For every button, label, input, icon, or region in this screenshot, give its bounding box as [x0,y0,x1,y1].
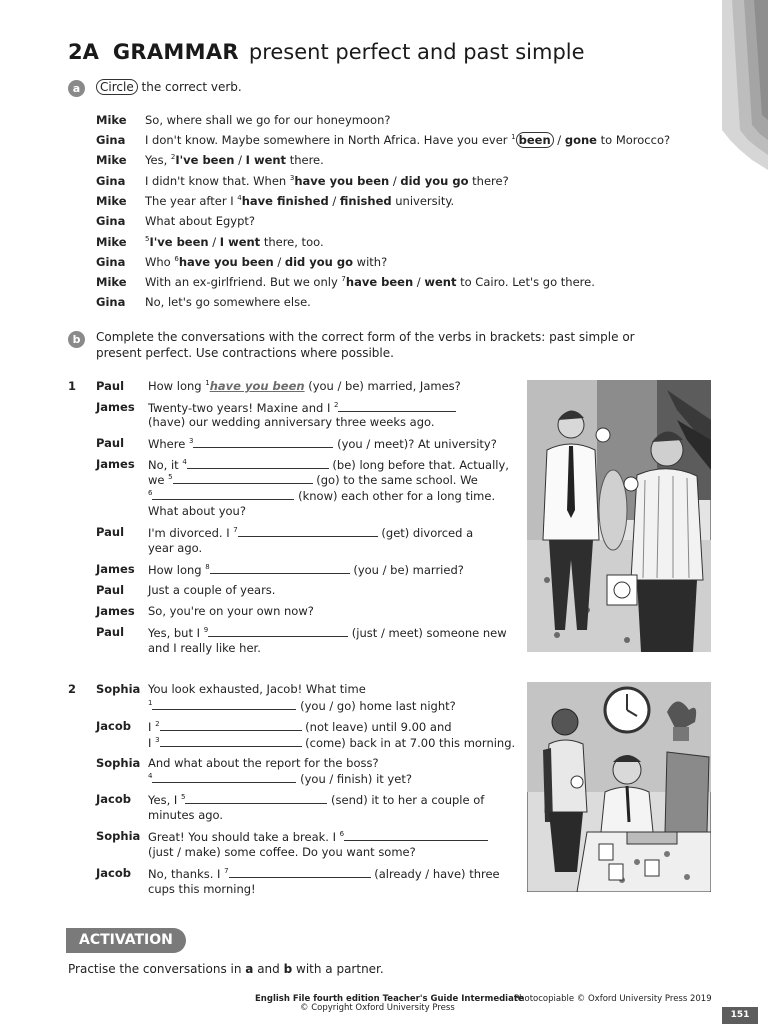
speaker: James [96,457,135,471]
section-label: GRAMMAR [112,40,239,64]
dialogue-line: Who $^6$have you been / did you go with? [145,255,388,269]
footer-photocopiable: Photocopiable © Oxford University Press 2019 [514,994,712,1004]
speaker: Mike [96,235,127,249]
answer-blank[interactable] [152,698,296,710]
speaker: Gina [96,174,126,188]
dialogue-line: I $^3$ (come) back in at 7.00 this morning. [148,736,516,750]
dialogue-line: $^1$ (you / go) home last night? [148,699,456,713]
dialogue-line: $^4$ (you / finish) it yet? [148,772,412,786]
speaker: Sophia [96,756,141,770]
instruction-b-line2: present perfect. Use contractions where possible. [96,346,394,360]
dialogue-line: Twenty-two years! Maxine and I $^2$ [148,400,456,415]
speaker: Mike [96,194,127,208]
conversation-number: 2 [68,682,77,696]
speaker: Gina [96,214,126,228]
example-answer: have you been [209,379,305,393]
dialogue-line: So, you're on your own now? [148,604,314,618]
answer-blank[interactable] [229,866,371,878]
dialogue-line: I don't know. Maybe somewhere in North Africa. Have you ever $^1$ been / gone to Morocco? [145,133,671,147]
page-title [68,40,585,64]
dialogue-line: So, where shall we go for our honeymoon? [145,113,391,127]
dialogue-line: I didn't know that. When $^3$have you been / did you go there? [145,174,509,188]
answer-blank[interactable] [210,562,350,574]
dialogue-line: cups this morning! [148,882,256,896]
speaker: Mike [96,153,127,167]
dialogue-line: No, thanks. I $^7$ (already / have) three [148,867,500,881]
dialogue-line: (just / make) some coffee. Do you want some? [148,845,416,859]
answer-blank[interactable] [208,625,348,637]
dialogue-line: and I really like her. [148,641,261,655]
dialogue-line: (have) our wedding anniversary three weeks ago. [148,415,435,429]
answer-blank[interactable] [160,719,302,731]
dialogue-line: Great! You should take a break. I $^6$ [148,829,488,844]
footer-copyright: © Copyright Oxford University Press [300,1003,455,1013]
instruction-b-line1: Complete the conversations with the correct form of the verbs in brackets: past simple or [96,330,635,344]
answer-blank[interactable] [152,771,296,783]
answer-blank[interactable] [193,436,333,448]
speaker: Sophia [96,682,141,696]
circle-word: Circle [96,79,138,95]
answer-blank[interactable] [185,792,327,804]
speaker: Sophia [96,829,141,843]
speaker: Gina [96,255,126,269]
page-number: 151 [722,1007,758,1024]
dialogue-line: Where $^3$ (you / meet)? At university? [148,437,497,451]
dialogue-line: year ago. [148,541,203,555]
speaker: Paul [96,525,125,539]
dialogue-line: Yes, I $^5$ (send) it to her a couple of [148,793,485,807]
dialogue-line: Yes, $^2$I've been / I went there. [145,153,324,167]
illustration-sophia-jacob [527,682,711,892]
dialogue-line: we $^5$ (go) to the same school. We [148,473,478,487]
dialogue-line: With an ex-girlfriend. But we only $^7$have been / went to Cairo. Let's go there. [145,275,595,289]
footer-book-title: English File fourth edition Teacher's Guide Intermediate [255,994,524,1004]
dialogue-line: No, let's go somewhere else. [145,295,311,309]
dialogue-line: What about Egypt? [145,214,255,228]
conversation-number: 1 [68,379,77,393]
corner-decoration [722,0,768,170]
illustration-paul-james [527,380,711,652]
dialogue-line: You look exhausted, Jacob! What time [148,682,366,696]
dialogue-line: $^5$I've been / I went there, too. [145,235,324,249]
speaker: James [96,562,135,576]
speaker: James [96,400,135,414]
speaker: Jacob [96,866,131,880]
instruction-a-text: the correct verb. [137,80,242,94]
speaker: Paul [96,625,125,639]
dialogue-line: What about you? [148,504,246,518]
answer-blank[interactable] [187,457,329,469]
badge-b: b [68,331,85,348]
dialogue-line: $^6$ (know) each other for a long time. [148,489,496,503]
activation-instruction: Practise the conversations in a and b with a partner. [68,962,384,976]
speaker: Jacob [96,792,131,806]
speaker: Paul [96,379,125,393]
activation-label: ACTIVATION [66,928,186,953]
speaker: James [96,604,135,618]
answer-blank[interactable] [338,400,456,412]
dialogue-line: I'm divorced. I $^7$ (get) divorced a [148,526,474,540]
dialogue-line: minutes ago. [148,808,224,822]
answer-blank[interactable] [173,472,313,484]
lesson-code: 2A [68,40,99,64]
section-subtitle: present perfect and past simple [248,40,585,64]
instruction-a [96,80,242,94]
speaker: Paul [96,436,125,450]
dialogue-line: How long $^1$have you been (you / be) married, James? [148,379,461,393]
dialogue-line: No, it $^4$ (be) long before that. Actually, [148,458,509,472]
speaker: Mike [96,113,127,127]
dialogue-line: And what about the report for the boss? [148,756,379,770]
dialogue-line: The year after I $^4$have finished / finished university. [145,194,455,208]
speaker: Gina [96,133,126,147]
speaker: Paul [96,583,125,597]
dialogue-line: Just a couple of years. [148,583,276,597]
answer-blank[interactable] [152,488,294,500]
answer-blank[interactable] [238,525,378,537]
speaker: Mike [96,275,127,289]
speaker: Jacob [96,719,131,733]
answer-blank[interactable] [344,829,488,841]
speaker: Gina [96,295,126,309]
dialogue-line: Yes, but I $^9$ (just / meet) someone new [148,626,507,640]
dialogue-line: I $^2$ (not leave) until 9.00 and [148,720,452,734]
dialogue-line: How long $^8$ (you / be) married? [148,563,464,577]
answer-blank[interactable] [160,735,302,747]
badge-a: a [68,80,85,97]
circled-answer: been [516,132,554,148]
